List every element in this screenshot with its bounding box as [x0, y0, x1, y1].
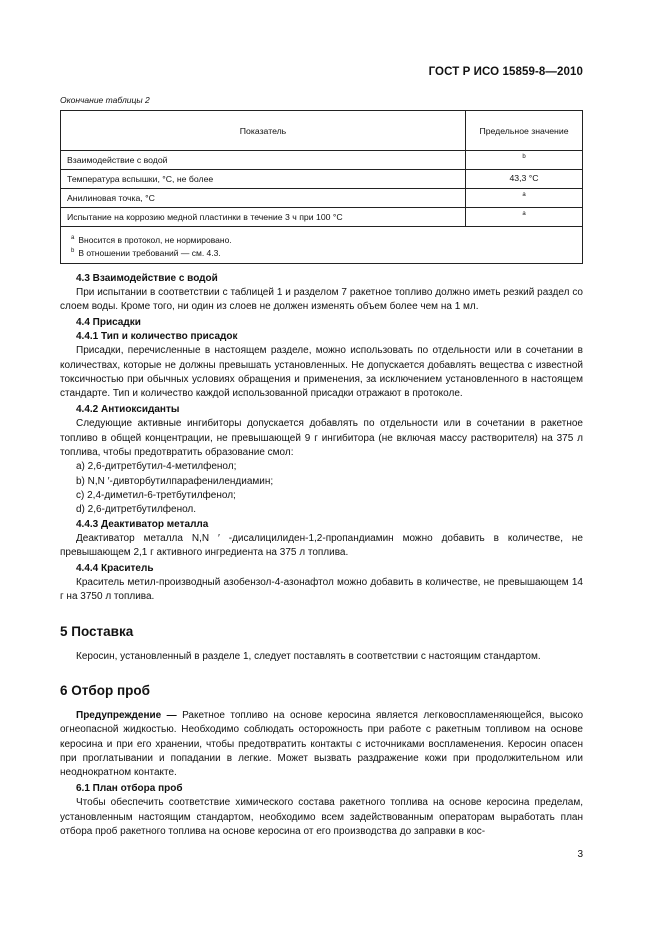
antioxidant-item: d) 2,6-дитретбутилфенол.: [76, 504, 197, 516]
section-6-title: 6 Отбор проб: [60, 683, 150, 698]
section-4-4-title: 4.4 Присадки: [76, 317, 141, 329]
table-footnote: [71, 246, 576, 259]
section-6-warning: [60, 709, 583, 780]
footnote-mark: a: [71, 235, 75, 241]
warning-label: Предупреждение —: [76, 710, 177, 721]
limit-value-cell: [466, 151, 583, 170]
antioxidant-item: с) 2,4-диметил-6-третбутилфенол;: [76, 489, 236, 501]
footnote-text: Вносится в протокол, не нормировано.: [78, 234, 232, 245]
footnote-mark: a: [522, 211, 526, 218]
section-4-4-1-title: 4.4.1 Тип и количество присадок: [76, 331, 238, 343]
limit-value-cell: 43,3 °С: [466, 170, 583, 189]
table-footnote: [71, 233, 576, 246]
table-caption: Окончание таблицы 2: [60, 95, 150, 105]
table-notes: [61, 227, 583, 264]
section-6-1-text: Чтобы обеспечить соответствие химического состава ракетного топлива на основе керосина пределам, установленным настоящим стандартом, необходимо всем задействованным операторам выработать план отбора проб ракетного топлива на основе керосина от его производства до заправки в кос-: [60, 797, 583, 838]
section-4-4-1-text: Присадки, перечисленные в настоящем разделе, можно использовать по отдельности или в сочетании в количествах, которые не должны превышать установленных. Не допускается добавлять вещества с известной токсичностью при обычных условиях обращения и применения, за исключением установленного в настоящем стандарте. Тип и количество каждой использованной присадки отражают в протоколе.: [60, 345, 583, 400]
section-4-4-3-title: 4.4.3 Деактиватор металла: [76, 518, 209, 530]
section-4-4-4-text: Краситель метил-производный азобензол-4-азонафтол можно добавить в количестве, не превышающем 14 г на 3750 л топлива.: [60, 577, 583, 603]
table-row: [61, 170, 583, 189]
antioxidant-item: а) 2,6-дитретбутил-4-метилфенол;: [76, 461, 237, 473]
limit-value-cell: [466, 208, 583, 227]
footnote-text: В отношении требований — см. 4.3.: [78, 247, 221, 258]
section-4-3-text: При испытании в соответствии с таблицей 1 и разделом 7 ракетное топливо должно иметь резкий раздел со слоем воды. Кроме того, ни один из слоев не должен изменять объем более чем на 1 мл.: [60, 286, 583, 312]
footnote-mark: b: [71, 247, 75, 254]
page-content: [60, 95, 583, 839]
section-4-4-2-title: 4.4.2 Антиоксиданты: [76, 404, 180, 416]
section-4-3-title: 4.3 Взаимодействие с водой: [76, 272, 218, 284]
table-notes-row: [61, 227, 583, 264]
indicator-cell: Взаимодействие с водой: [61, 151, 466, 170]
section-5-text: Керосин, установленный в разделе 1, следует поставлять в соответствии с настоящим стандартом.: [76, 650, 541, 662]
requirements-table: [60, 110, 583, 264]
warning-text: Ракетное топливо на основе керосина является легковоспламеняющейся, высоко огнеопасной жидкостью. Необходимо соблюдать осторожность при работе с ракетным топливом на основе керосина и при его хранении, чтобы предотвратить контакты с источниками воспламенения. Керосин опасен при проглатывании и попадании в легкие. Может вызвать раздражение кожи при продолжительном или неоднократном контакте.: [60, 710, 583, 779]
section-4-4-4-title: 4.4.4 Краситель: [76, 563, 154, 575]
table-header-row: [61, 111, 583, 151]
page-number: 3: [577, 849, 583, 860]
footnote-mark: b: [522, 154, 526, 161]
section-4-4-3-text: Деактиватор металла N,N ′ -дисалицилиден-1,2-пропандиамин можно добавить в количестве, не превышающем 2,1 г активного ингредиента на 375 л топлива.: [60, 532, 583, 558]
column-header-limit: Предельное значение: [466, 111, 583, 151]
section-5-title: 5 Поставка: [60, 623, 134, 639]
footnote-mark: a: [522, 192, 526, 199]
document-code: ГОСТ Р ИСО 15859-8—2010: [428, 66, 583, 78]
antioxidant-item: b) N,N ′-дивторбутилпарафенилендиамин;: [76, 475, 274, 487]
limit-value-cell: [466, 189, 583, 208]
indicator-cell: Температура вспышки, °С, не более: [61, 170, 466, 189]
table-row: [61, 189, 583, 208]
indicator-cell: Испытание на коррозию медной пластинки в течение 3 ч при 100 °С: [61, 208, 466, 227]
table-row: [61, 151, 583, 170]
section-6-1-title: 6.1 План отбора проб: [76, 783, 183, 795]
column-header-indicator: Показатель: [61, 111, 466, 151]
indicator-cell: Анилиновая точка, °С: [61, 189, 466, 208]
section-4-4-2-text: Следующие активные ингибиторы допускается добавлять по отдельности или в сочетании в ракетное топливо в общей концентрации, не превышающей 9 г ингибитора (не включая массу растворителя) на 375 л топлива, чтобы предотвратить образование смол:: [60, 418, 583, 459]
table-row: [61, 208, 583, 227]
